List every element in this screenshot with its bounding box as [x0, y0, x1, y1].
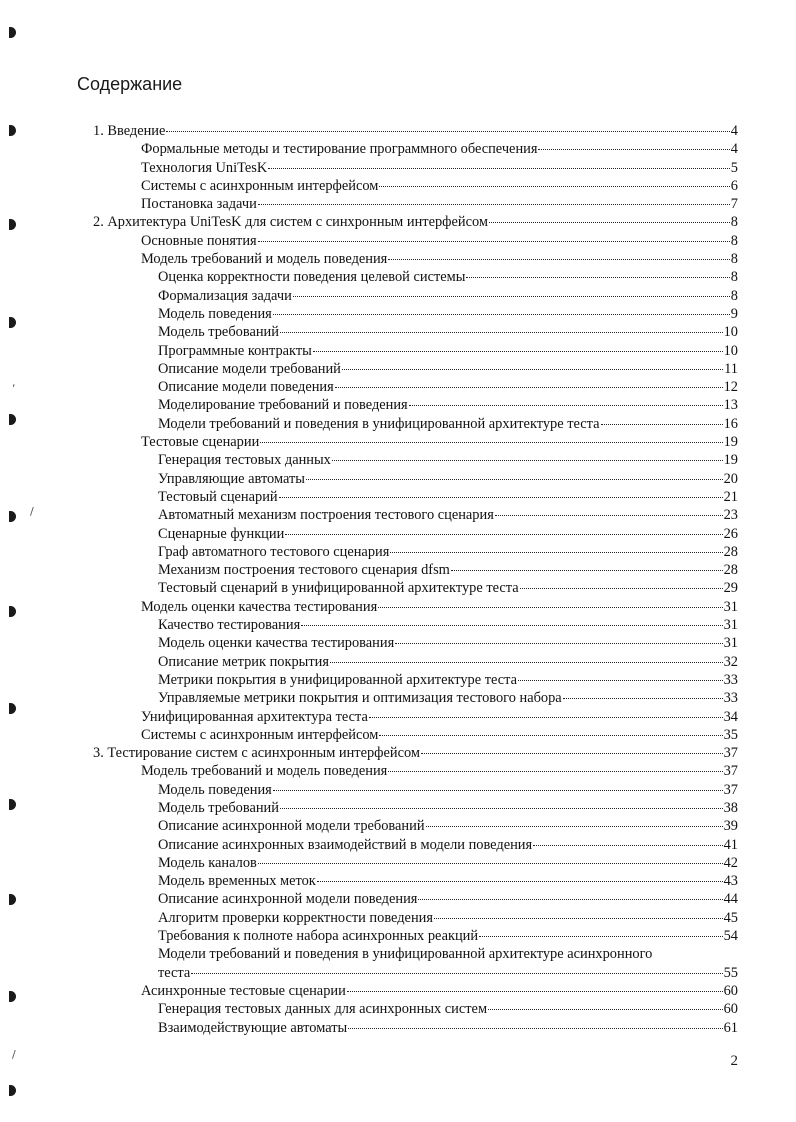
- toc-entry-row: [158, 1000, 738, 1018]
- toc-entry: [0, 488, 796, 506]
- toc-page-number: 19: [723, 434, 738, 451]
- toc-entry-row: [141, 433, 738, 451]
- toc-entry-label: Генерация тестовых данных для асинхронных систем: [158, 1001, 488, 1018]
- toc-dot-leader: [347, 991, 723, 992]
- toc-entry-label: Оценка корректности поведения целевой системы: [158, 269, 466, 286]
- toc-entry-row: [158, 525, 738, 543]
- toc-entry: [0, 342, 796, 360]
- toc-entry-label: Взаимодействующие автоматы: [158, 1019, 348, 1036]
- toc-dot-leader: [268, 168, 730, 169]
- toc-entry: [0, 909, 796, 927]
- toc-entry-label: Модель временных меток: [158, 873, 316, 890]
- toc-entry-label: Постановка задачи: [141, 196, 257, 213]
- toc-entry: [0, 927, 796, 945]
- toc-entry: [0, 140, 796, 158]
- toc-page-number: 29: [723, 580, 738, 597]
- toc-dot-leader: [418, 899, 722, 900]
- toc-page-number: 33: [723, 671, 738, 688]
- toc-entry-label: Сценарные функции: [158, 525, 285, 542]
- toc-dot-leader: [369, 717, 723, 718]
- toc-entry-row: [158, 671, 738, 689]
- toc-entry-row: [158, 890, 738, 908]
- binding-hole-mark: [9, 1085, 16, 1096]
- toc-dot-leader: [335, 387, 723, 388]
- toc-entry: [0, 890, 796, 908]
- toc-entry-row: [158, 561, 738, 579]
- toc-dot-leader: [479, 936, 723, 937]
- toc-entry-row: [158, 488, 738, 506]
- toc-entry: [0, 689, 796, 707]
- toc-page-number: 54: [723, 928, 738, 945]
- toc-entry-label: Качество тестирования: [158, 617, 301, 634]
- toc-page-number: 60: [723, 1001, 738, 1018]
- toc-entry-label: Модель требований и модель поведения: [141, 251, 388, 268]
- toc-entry-label: Формальные методы и тестирование программного обеспечения: [141, 141, 538, 158]
- toc-entry-row: [141, 726, 738, 744]
- toc-entry: [0, 543, 796, 561]
- toc-entry: [0, 378, 796, 396]
- toc-entry-label: Описание метрик покрытия: [158, 653, 329, 670]
- toc-dot-leader: [601, 424, 723, 425]
- toc-page-number: 32: [723, 653, 738, 670]
- toc-entry: [0, 653, 796, 671]
- toc-entry-row: [158, 287, 738, 305]
- toc-entry-label: Модель требований: [158, 799, 279, 816]
- toc-entry: [0, 817, 796, 835]
- toc-entry-row: [158, 543, 738, 561]
- toc-dot-leader: [317, 881, 723, 882]
- toc-dot-leader: [258, 241, 730, 242]
- toc-dot-leader: [260, 442, 722, 443]
- toc-entry-row: [158, 579, 738, 597]
- toc-entry: [0, 415, 796, 433]
- toc-entry: [0, 854, 796, 872]
- toc-page-number: 13: [723, 397, 738, 414]
- toc-dot-leader: [518, 680, 723, 681]
- toc-entry-label: Генерация тестовых данных: [158, 452, 331, 469]
- toc-entry: [0, 671, 796, 689]
- toc-dot-leader: [301, 625, 722, 626]
- toc-page-number: 8: [730, 251, 738, 268]
- toc-page-number: 7: [730, 196, 738, 213]
- toc-dot-leader: [434, 918, 723, 919]
- toc-page-number: 8: [730, 232, 738, 249]
- toc-dot-leader: [379, 186, 729, 187]
- toc-entry-row: [141, 250, 738, 268]
- toc-entry-label: 2. Архитектура UniTesK для систем с синхронным интерфейсом: [93, 214, 488, 231]
- toc-dot-leader: [191, 973, 722, 974]
- toc-entry: [0, 323, 796, 341]
- toc-entry: [0, 945, 796, 982]
- toc-entry-row: [158, 323, 738, 341]
- table-of-contents: [0, 122, 796, 1037]
- toc-dot-leader: [395, 643, 722, 644]
- page-title: Содержание: [77, 74, 183, 94]
- toc-page-number: 10: [723, 324, 738, 341]
- toc-entry: [0, 268, 796, 286]
- toc-entry-row: [141, 195, 738, 213]
- toc-entry: [0, 579, 796, 597]
- toc-page-number: 28: [723, 562, 738, 579]
- toc-page-number: 61: [723, 1019, 738, 1036]
- toc-dot-leader: [426, 826, 723, 827]
- toc-entry-label: Модель поведения: [158, 305, 272, 322]
- toc-entry: [0, 781, 796, 799]
- toc-page-number: 10: [723, 342, 738, 359]
- toc-page-number: 19: [723, 452, 738, 469]
- scan-speck: /: [12, 1048, 16, 1061]
- toc-entry-row: [158, 415, 738, 433]
- toc-entry-label: Тестовый сценарий в унифицированной архитектуре теста: [158, 580, 519, 597]
- toc-page-number: 11: [724, 360, 738, 377]
- toc-entry-row: [158, 817, 738, 835]
- toc-entry-row: [141, 982, 738, 1000]
- toc-dot-leader: [533, 845, 723, 846]
- toc-entry-row: [93, 122, 738, 140]
- toc-page-number: 8: [730, 214, 738, 231]
- toc-entry-row: [158, 653, 738, 671]
- toc-dot-leader: [409, 405, 723, 406]
- toc-page-number: 41: [723, 836, 738, 853]
- toc-entry-label: Формализация задачи: [158, 287, 292, 304]
- toc-dot-leader: [520, 588, 723, 589]
- toc-entry-label: Программные контракты: [158, 342, 312, 359]
- toc-entry-row: [93, 213, 738, 231]
- toc-entry-label: Системы с асинхронным интерфейсом: [141, 726, 379, 743]
- toc-entry-label: Описание модели требований: [158, 360, 341, 377]
- toc-dot-leader: [280, 808, 723, 809]
- toc-dot-leader: [273, 314, 730, 315]
- toc-page-number: 21: [723, 488, 738, 505]
- toc-entry-label: Унифицированная архитектура теста: [141, 708, 368, 725]
- toc-entry-label: Модель требований и модель поведения: [141, 763, 388, 780]
- toc-entry-row: [158, 616, 738, 634]
- toc-entry: [0, 1000, 796, 1018]
- toc-dot-leader: [258, 863, 723, 864]
- toc-dot-leader: [495, 515, 723, 516]
- toc-entry-row: [158, 927, 738, 945]
- toc-entry-row: [158, 378, 738, 396]
- toc-entry: [0, 616, 796, 634]
- toc-page-number: 26: [723, 525, 738, 542]
- toc-page-number: 44: [723, 891, 738, 908]
- toc-entry-label: Описание модели поведения: [158, 379, 334, 396]
- toc-entry-label: Моделирование требований и поведения: [158, 397, 408, 414]
- toc-entry: [0, 598, 796, 616]
- toc-entry-label: Описание асинхронной модели требований: [158, 818, 425, 835]
- toc-page-number: 20: [723, 470, 738, 487]
- toc-page-number: 4: [730, 141, 738, 158]
- toc-page-number: 8: [730, 269, 738, 286]
- toc-dot-leader: [390, 552, 722, 553]
- toc-entry-label: Модель оценки качества тестирования: [141, 598, 378, 615]
- toc-dot-leader: [466, 277, 729, 278]
- toc-entry: [0, 561, 796, 579]
- toc-entry-row: [141, 232, 738, 250]
- toc-page-number: 4: [730, 123, 738, 139]
- toc-entry-label: Системы с асинхронным интерфейсом: [141, 177, 379, 194]
- toc-page-number: 31: [723, 635, 738, 652]
- toc-entry-row: [158, 360, 738, 378]
- toc-entry-label: Модель оценки качества тестирования: [158, 635, 395, 652]
- toc-dot-leader: [280, 332, 723, 333]
- toc-entry-row: [141, 598, 738, 616]
- toc-entry-row: [93, 744, 738, 762]
- toc-page-number: 16: [723, 415, 738, 432]
- toc-entry: [0, 213, 796, 231]
- toc-entry: [0, 122, 796, 140]
- binding-hole-mark: [9, 27, 16, 38]
- toc-entry: [0, 360, 796, 378]
- toc-entry: [0, 287, 796, 305]
- toc-entry: [0, 159, 796, 177]
- toc-page-number: 34: [723, 708, 738, 725]
- toc-page-number: 33: [723, 690, 738, 707]
- toc-entry-label: 1. Введение: [93, 123, 166, 139]
- toc-page-number: 28: [723, 543, 738, 560]
- toc-entry: [0, 433, 796, 451]
- toc-dot-leader: [378, 607, 722, 608]
- toc-entry: [0, 396, 796, 414]
- toc-entry-row: [158, 268, 738, 286]
- toc-entry-label: Технология UniTesK: [141, 159, 268, 176]
- toc-entry-label: Алгоритм проверки корректности поведения: [158, 909, 433, 926]
- toc-entry-label: Граф автоматного тестового сценария: [158, 543, 390, 560]
- toc-entry-label: Автоматный механизм построения тестового сценария: [158, 507, 494, 524]
- toc-entry: [0, 506, 796, 524]
- toc-dot-leader: [330, 662, 723, 663]
- toc-entry-label: Асинхронные тестовые сценарии: [141, 982, 346, 999]
- toc-dot-leader: [488, 1009, 723, 1010]
- toc-page-number: 45: [723, 909, 738, 926]
- toc-dot-leader: [489, 222, 730, 223]
- toc-page-number: 37: [723, 781, 738, 798]
- toc-dot-leader: [348, 1028, 722, 1029]
- toc-page-number: 6: [730, 177, 738, 194]
- toc-dot-leader: [273, 790, 723, 791]
- toc-page-number: 60: [723, 982, 738, 999]
- toc-entry-row: [158, 854, 738, 872]
- toc-page-number: 23: [723, 507, 738, 524]
- toc-entry-row: [158, 634, 738, 652]
- toc-entry-row: [158, 836, 738, 854]
- toc-entry: [0, 872, 796, 890]
- toc-entry-label: Тестовые сценарии: [141, 434, 260, 451]
- toc-page-number: 35: [723, 726, 738, 743]
- toc-entry-label: Модели требований и поведения в унифицированной архитектуре теста: [158, 415, 600, 432]
- toc-dot-leader: [279, 497, 723, 498]
- toc-page-number: 5: [730, 159, 738, 176]
- toc-page-number: 38: [723, 799, 738, 816]
- toc-dot-leader: [379, 735, 722, 736]
- toc-entry: [0, 195, 796, 213]
- toc-entry-label: Механизм построения тестового сценария dfsm: [158, 562, 450, 579]
- toc-entry: [0, 744, 796, 762]
- toc-dot-leader: [421, 753, 723, 754]
- toc-entry: [0, 525, 796, 543]
- toc-dot-leader: [293, 296, 730, 297]
- toc-entry: [0, 305, 796, 323]
- toc-entry-label: Модели требований и поведения в унифицированной архитектуре асинхронного: [158, 946, 653, 963]
- toc-entry: [0, 708, 796, 726]
- toc-entry-label: Модель требований: [158, 324, 279, 341]
- toc-page-number: 8: [730, 287, 738, 304]
- toc-entry-row: [158, 799, 738, 817]
- toc-entry-row: [158, 1019, 738, 1037]
- toc-entry: [0, 470, 796, 488]
- toc-dot-leader: [563, 698, 723, 699]
- toc-entry-row: [158, 689, 738, 707]
- toc-entry-row: [158, 470, 738, 488]
- toc-entry-label: Модель поведения: [158, 781, 272, 798]
- toc-entry-row: [158, 872, 738, 890]
- toc-entry: [0, 726, 796, 744]
- toc-dot-leader: [306, 479, 723, 480]
- toc-entry-label: Управляемые метрики покрытия и оптимизация тестового набора: [158, 690, 562, 707]
- toc-page-number: 37: [723, 763, 738, 780]
- toc-page-number: 43: [723, 873, 738, 890]
- toc-page-number: 37: [723, 745, 738, 762]
- toc-entry-label: Тестовый сценарий: [158, 488, 278, 505]
- toc-page-number: 12: [723, 379, 738, 396]
- toc-entry-row: [141, 140, 738, 158]
- toc-entry-label-continuation: теста: [158, 964, 191, 981]
- toc-entry-label: Основные понятия: [141, 232, 257, 249]
- scan-speck: /: [30, 505, 34, 518]
- toc-dot-leader: [388, 259, 729, 260]
- toc-entry: [0, 799, 796, 817]
- toc-entry-label: Метрики покрытия в унифицированной архитектуре теста: [158, 671, 518, 688]
- toc-entry-label: Требования к полноте набора асинхронных реакций: [158, 928, 479, 945]
- toc-dot-leader: [285, 534, 722, 535]
- toc-page-number: 39: [723, 818, 738, 835]
- toc-entry-row: [158, 451, 738, 469]
- toc-entry: [0, 232, 796, 250]
- toc-entry-label: Управляющие автоматы: [158, 470, 305, 487]
- page-number: 2: [730, 1053, 738, 1069]
- scan-speck: ,: [12, 376, 16, 389]
- toc-entry: [0, 177, 796, 195]
- toc-dot-leader: [342, 369, 723, 370]
- toc-dot-leader: [451, 570, 723, 571]
- toc-entry-row: [141, 708, 738, 726]
- toc-entry-label: Описание асинхронных взаимодействий в модели поведения: [158, 836, 533, 853]
- toc-entry: [0, 250, 796, 268]
- toc-entry-row: [158, 781, 738, 799]
- toc-entry-row: [158, 909, 738, 927]
- toc-entry-label: Описание асинхронной модели поведения: [158, 891, 418, 908]
- toc-entry-label: 3. Тестирование систем с асинхронным интерфейсом: [93, 745, 421, 762]
- toc-page-number: 9: [730, 305, 738, 322]
- toc-entry: [0, 982, 796, 1000]
- toc-dot-leader: [332, 460, 723, 461]
- toc-dot-leader: [313, 351, 723, 352]
- toc-entry: [0, 762, 796, 780]
- toc-page-number: 31: [723, 617, 738, 634]
- toc-dot-leader: [166, 131, 729, 132]
- toc-entry-row: [141, 159, 738, 177]
- toc-entry-row: [141, 762, 738, 780]
- toc-entry: [0, 836, 796, 854]
- toc-entry-row: [158, 506, 738, 524]
- toc-dot-leader: [388, 771, 722, 772]
- toc-dot-leader: [258, 204, 730, 205]
- toc-page-number: 31: [723, 598, 738, 615]
- toc-page-number: 55: [723, 964, 738, 981]
- toc-dot-leader: [538, 149, 729, 150]
- toc-entry: [0, 451, 796, 469]
- toc-entry-row: [158, 964, 738, 982]
- toc-entry: [0, 1019, 796, 1037]
- toc-page-number: 42: [723, 854, 738, 871]
- toc-entry-row: [158, 342, 738, 360]
- toc-entry: [0, 634, 796, 652]
- toc-entry-row: [158, 305, 738, 323]
- toc-entry-label: Модель каналов: [158, 854, 257, 871]
- toc-entry-row: [158, 396, 738, 414]
- toc-entry-row: [141, 177, 738, 195]
